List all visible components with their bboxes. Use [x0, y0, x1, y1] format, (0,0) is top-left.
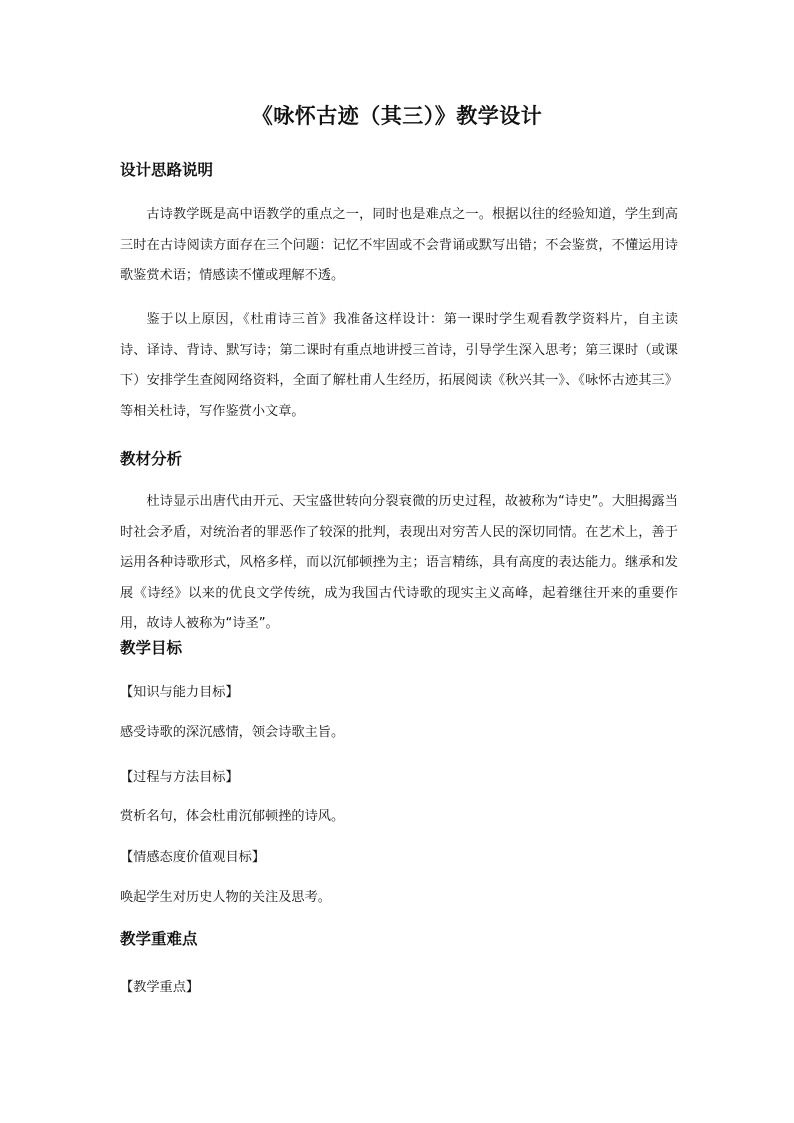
teaching-focus-label: 【教学重点】: [120, 980, 200, 995]
emotion-goal-label: 【情感态度价值观目标】: [120, 850, 266, 865]
section-heading-material: 教材分析: [120, 449, 183, 468]
section-heading-design: 设计思路说明: [120, 160, 214, 179]
material-paragraph: 杜诗显示出唐代由开元、天宝盛世转向分裂衰微的历史过程，故被称为“诗史”。大胆揭露当时社会矛盾，对统治者的罪恶作了较深的批判，表现出对穷苦人民的深切同情。在艺术上，善于运用各种诗歌形式，风格多样，而以沉郁顿挫为主；语言精练，具有高度的表达能力。继承和发展《诗经》以来的优良文学传统，成为我国古代诗歌的现实主义高峰，起着继往开来的重要作用，故诗人被称为“诗圣”。: [120, 494, 678, 631]
design-paragraph-2: 鉴于以上原因，《杜甫诗三首》我准备这样设计：第一课时学生观看教学资料片，自主读诗、译诗、背诗、默写诗；第二课时有重点地讲授三首诗，引导学生深入思考；第三课时（或课下）安排学生查阅网络资料，全面了解杜甫人生经历，拓展阅读《秋兴其一》、《咏怀古迹其三》等相关杜诗，写作鉴赏小文章。: [120, 312, 678, 419]
process-goal-label: 【过程与方法目标】: [120, 770, 239, 785]
section-heading-goals: 教学目标: [120, 638, 183, 657]
document-title: 《咏怀古迹（其三）》教学设计: [251, 103, 543, 128]
process-goal-text: 赏析名句，体会杜甫沉郁顿挫的诗风。: [120, 809, 345, 824]
knowledge-goal-text: 感受诗歌的深沉感情，领会诗歌主旨。: [120, 725, 345, 740]
design-paragraph-1: 古诗教学既是高中语教学的重点之一，同时也是难点之一。根据以往的经验知道，学生到高三时在古诗阅读方面存在三个问题：记忆不牢固或不会背诵或默写出错；不会鉴赏，不懂运用诗歌鉴赏术语；情感读不懂或理解不透。: [120, 207, 678, 283]
knowledge-goal-label: 【知识与能力目标】: [120, 685, 239, 700]
section-heading-keypoints: 教学重难点: [120, 929, 198, 948]
emotion-goal-text: 唤起学生对历史人物的关注及思考。: [120, 890, 331, 905]
